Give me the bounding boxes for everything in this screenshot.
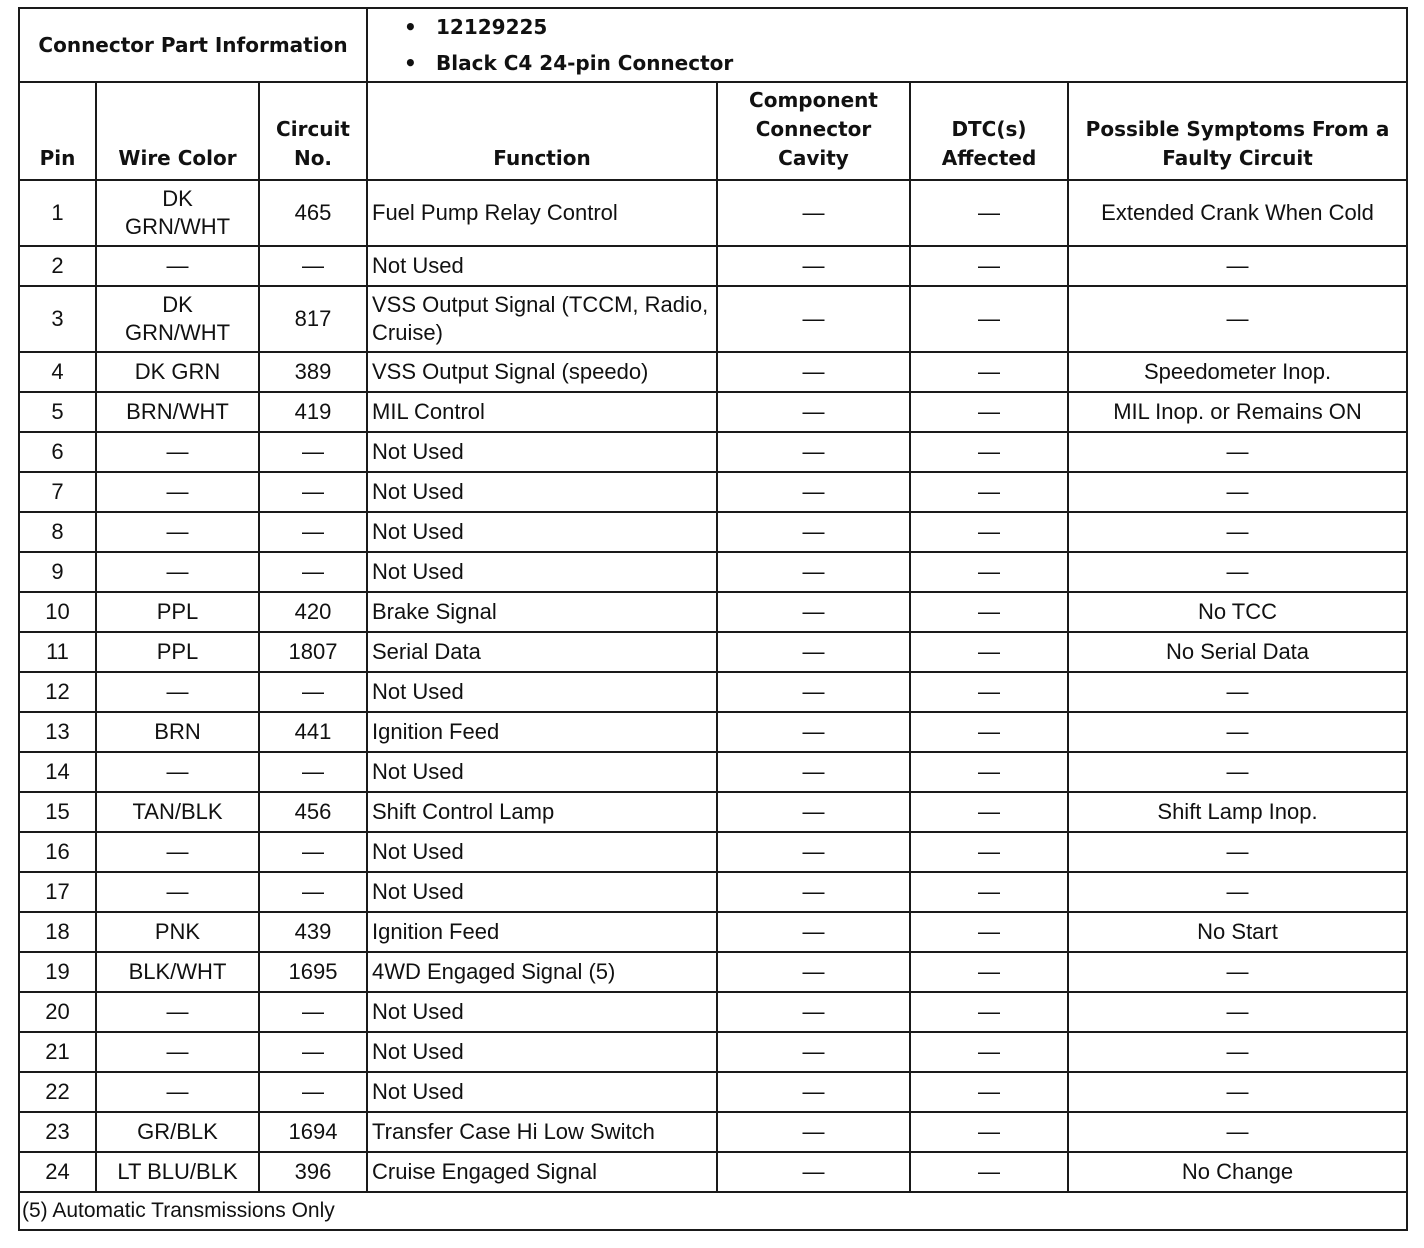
symptoms-cell: —: [1068, 712, 1407, 752]
circuit-cell: —: [259, 472, 367, 512]
col-header-circuit-no: [259, 82, 367, 180]
function-cell: Ignition Feed: [367, 912, 717, 952]
table-row: [19, 286, 1407, 352]
pin-cell: 24: [19, 1152, 96, 1192]
dtc-cell: —: [910, 632, 1068, 672]
pin-cell: 5: [19, 392, 96, 432]
wire-color-cell: GR/BLK: [96, 1112, 259, 1152]
wire-color-cell: —: [96, 1072, 259, 1112]
function-cell: Not Used: [367, 472, 717, 512]
cavity-cell: —: [717, 246, 910, 286]
symptoms-cell: No TCC: [1068, 592, 1407, 632]
circuit-cell: —: [259, 992, 367, 1032]
cavity-cell: —: [717, 872, 910, 912]
wire-color-cell: —: [96, 472, 259, 512]
symptoms-cell: —: [1068, 1032, 1407, 1072]
dtc-cell: —: [910, 912, 1068, 952]
connector-info-label: Connector Part Information: [19, 8, 367, 82]
table-row: [19, 1112, 1407, 1152]
circuit-cell: —: [259, 512, 367, 552]
table-row: [19, 672, 1407, 712]
circuit-cell: —: [259, 1032, 367, 1072]
dtc-cell: —: [910, 1072, 1068, 1112]
dtc-cell: —: [910, 180, 1068, 246]
wire-color-cell: —: [96, 992, 259, 1032]
dtc-cell: —: [910, 432, 1068, 472]
table-row: [19, 432, 1407, 472]
table-row: [19, 472, 1407, 512]
pin-cell: 17: [19, 872, 96, 912]
dtc-cell: —: [910, 246, 1068, 286]
dtc-cell: —: [910, 1032, 1068, 1072]
symptoms-cell: —: [1068, 552, 1407, 592]
symptoms-cell: —: [1068, 752, 1407, 792]
col-header-circuit-line: No.: [293, 146, 333, 170]
dtc-cell: —: [910, 712, 1068, 752]
circuit-cell: 441: [259, 712, 367, 752]
function-cell: Not Used: [367, 246, 717, 286]
dtc-cell: —: [910, 752, 1068, 792]
symptoms-cell: —: [1068, 1072, 1407, 1112]
symptoms-cell: No Start: [1068, 912, 1407, 952]
symptoms-cell: —: [1068, 992, 1407, 1032]
function-cell: Transfer Case Hi Low Switch: [367, 1112, 717, 1152]
table-row: [19, 246, 1407, 286]
function-cell: Not Used: [367, 1032, 717, 1072]
connector-description: • Black C4 24-pin Connector: [408, 45, 1402, 81]
pin-cell: 21: [19, 1032, 96, 1072]
function-cell: Not Used: [367, 992, 717, 1032]
cavity-cell: —: [717, 912, 910, 952]
dtc-cell: —: [910, 992, 1068, 1032]
col-header-cavity-line: Component: [749, 88, 878, 112]
circuit-cell: 1694: [259, 1112, 367, 1152]
table-row: [19, 872, 1407, 912]
footnote: (5) Automatic Transmissions Only: [19, 1192, 1407, 1230]
wire-color-cell: PPL: [96, 632, 259, 672]
function-cell: Fuel Pump Relay Control: [367, 180, 717, 246]
table-row: [19, 712, 1407, 752]
dtc-cell: —: [910, 872, 1068, 912]
wire-color-cell: —: [96, 552, 259, 592]
table-row: [19, 592, 1407, 632]
wire-color-cell: PNK: [96, 912, 259, 952]
dtc-cell: —: [910, 952, 1068, 992]
wire-color-cell: —: [96, 246, 259, 286]
dtc-cell: —: [910, 352, 1068, 392]
wire-color-cell: TAN/BLK: [96, 792, 259, 832]
circuit-cell: 465: [259, 180, 367, 246]
circuit-cell: 396: [259, 1152, 367, 1192]
dtc-cell: —: [910, 792, 1068, 832]
circuit-cell: 420: [259, 592, 367, 632]
wire-color-cell: LT BLU/BLK: [96, 1152, 259, 1192]
function-cell: Not Used: [367, 752, 717, 792]
function-cell: MIL Control: [367, 392, 717, 432]
symptoms-cell: —: [1068, 952, 1407, 992]
cavity-cell: —: [717, 286, 910, 352]
pin-cell: 12: [19, 672, 96, 712]
circuit-cell: 389: [259, 352, 367, 392]
table-row: [19, 1032, 1407, 1072]
symptoms-cell: —: [1068, 1112, 1407, 1152]
cavity-cell: —: [717, 992, 910, 1032]
table-row: [19, 512, 1407, 552]
table-row: [19, 180, 1407, 246]
pin-cell: 2: [19, 246, 96, 286]
pin-cell: 18: [19, 912, 96, 952]
footnote-row: [19, 1192, 1407, 1230]
table-row: [19, 1072, 1407, 1112]
dtc-cell: —: [910, 1112, 1068, 1152]
table-row: [19, 552, 1407, 592]
table-row: [19, 792, 1407, 832]
pin-cell: 8: [19, 512, 96, 552]
circuit-cell: —: [259, 752, 367, 792]
table-row: [19, 392, 1407, 432]
circuit-cell: 456: [259, 792, 367, 832]
col-header-pin: Pin: [19, 82, 96, 180]
cavity-cell: —: [717, 552, 910, 592]
col-header-symptoms: [1068, 82, 1407, 180]
col-header-dtc: [910, 82, 1068, 180]
cavity-cell: —: [717, 712, 910, 752]
wire-color-cell: PPL: [96, 592, 259, 632]
table-row: [19, 952, 1407, 992]
function-cell: VSS Output Signal (speedo): [367, 352, 717, 392]
function-cell: Not Used: [367, 872, 717, 912]
pin-cell: 11: [19, 632, 96, 672]
symptoms-cell: No Serial Data: [1068, 632, 1407, 672]
symptoms-cell: —: [1068, 246, 1407, 286]
wire-color-cell: —: [96, 832, 259, 872]
dtc-cell: —: [910, 512, 1068, 552]
dtc-cell: —: [910, 392, 1068, 432]
dtc-cell: —: [910, 286, 1068, 352]
connector-table-sheet: [18, 7, 1406, 1238]
col-header-dtc-line: DTC(s): [951, 117, 1027, 141]
col-header-circuit-line: Circuit: [276, 117, 350, 141]
cavity-cell: —: [717, 392, 910, 432]
cavity-cell: —: [717, 752, 910, 792]
circuit-cell: —: [259, 672, 367, 712]
cavity-cell: —: [717, 632, 910, 672]
wire-color-cell: —: [96, 1032, 259, 1072]
wire-color-cell: —: [96, 432, 259, 472]
col-header-cavity-line: Cavity: [778, 146, 849, 170]
cavity-cell: —: [717, 672, 910, 712]
table-row: [19, 912, 1407, 952]
table-row: [19, 352, 1407, 392]
symptoms-cell: Speedometer Inop.: [1068, 352, 1407, 392]
circuit-cell: —: [259, 1072, 367, 1112]
circuit-cell: —: [259, 832, 367, 872]
cavity-cell: —: [717, 1152, 910, 1192]
function-cell: Not Used: [367, 832, 717, 872]
cavity-cell: —: [717, 1112, 910, 1152]
symptoms-cell: —: [1068, 472, 1407, 512]
table-row: [19, 832, 1407, 872]
col-header-symptoms-line: Possible Symptoms From a: [1085, 117, 1390, 141]
symptoms-cell: —: [1068, 872, 1407, 912]
dtc-cell: —: [910, 472, 1068, 512]
circuit-cell: 817: [259, 286, 367, 352]
symptoms-cell: MIL Inop. or Remains ON: [1068, 392, 1407, 432]
dtc-cell: —: [910, 552, 1068, 592]
function-cell: Brake Signal: [367, 592, 717, 632]
cavity-cell: —: [717, 1072, 910, 1112]
wire-color-cell: BRN: [96, 712, 259, 752]
function-cell: 4WD Engaged Signal (5): [367, 952, 717, 992]
pin-cell: 13: [19, 712, 96, 752]
wire-color-cell: DK GRN: [96, 352, 259, 392]
wire-color-cell: BRN/WHT: [96, 392, 259, 432]
col-header-wire-color: Wire Color: [96, 82, 259, 180]
symptoms-cell: Shift Lamp Inop.: [1068, 792, 1407, 832]
function-cell: Not Used: [367, 672, 717, 712]
function-cell: Not Used: [367, 512, 717, 552]
symptoms-cell: No Change: [1068, 1152, 1407, 1192]
connector-info-values: [367, 8, 1407, 82]
cavity-cell: —: [717, 432, 910, 472]
circuit-cell: —: [259, 246, 367, 286]
pin-cell: 14: [19, 752, 96, 792]
pin-cell: 20: [19, 992, 96, 1032]
col-header-cavity-line: Connector: [755, 117, 872, 141]
circuit-cell: 1807: [259, 632, 367, 672]
cavity-cell: —: [717, 792, 910, 832]
pin-cell: 15: [19, 792, 96, 832]
pin-cell: 6: [19, 432, 96, 472]
symptoms-cell: —: [1068, 832, 1407, 872]
col-header-function: Function: [367, 82, 717, 180]
pin-cell: 7: [19, 472, 96, 512]
table-row: [19, 752, 1407, 792]
table-row: [19, 1152, 1407, 1192]
symptoms-cell: Extended Crank When Cold: [1068, 180, 1407, 246]
wire-color-cell: DK GRN/WHT: [96, 180, 259, 246]
symptoms-cell: —: [1068, 286, 1407, 352]
dtc-cell: —: [910, 592, 1068, 632]
connector-info-row: [19, 8, 1407, 82]
circuit-cell: —: [259, 552, 367, 592]
cavity-cell: —: [717, 592, 910, 632]
cavity-cell: —: [717, 472, 910, 512]
cavity-cell: —: [717, 512, 910, 552]
col-header-symptoms-line: Faulty Circuit: [1162, 146, 1313, 170]
cavity-cell: —: [717, 180, 910, 246]
pin-cell: 23: [19, 1112, 96, 1152]
circuit-cell: —: [259, 872, 367, 912]
pin-rows: [19, 180, 1407, 1192]
pin-cell: 1: [19, 180, 96, 246]
dtc-cell: —: [910, 1152, 1068, 1192]
circuit-cell: 439: [259, 912, 367, 952]
col-header-cavity: [717, 82, 910, 180]
pin-cell: 19: [19, 952, 96, 992]
cavity-cell: —: [717, 352, 910, 392]
cavity-cell: —: [717, 1032, 910, 1072]
function-cell: Not Used: [367, 432, 717, 472]
dtc-cell: —: [910, 832, 1068, 872]
function-cell: Not Used: [367, 552, 717, 592]
symptoms-cell: —: [1068, 672, 1407, 712]
wire-color-cell: DK GRN/WHT: [96, 286, 259, 352]
column-header-row: [19, 82, 1407, 180]
dtc-cell: —: [910, 672, 1068, 712]
function-cell: VSS Output Signal (TCCM, Radio, Cruise): [367, 286, 717, 352]
connector-pinout-table: [18, 7, 1408, 1231]
pin-cell: 10: [19, 592, 96, 632]
connector-part-number: • 12129225: [408, 9, 1402, 45]
wire-color-cell: —: [96, 512, 259, 552]
table-row: [19, 992, 1407, 1032]
wire-color-cell: —: [96, 672, 259, 712]
function-cell: Cruise Engaged Signal: [367, 1152, 717, 1192]
circuit-cell: 1695: [259, 952, 367, 992]
wire-color-cell: BLK/WHT: [96, 952, 259, 992]
pin-cell: 16: [19, 832, 96, 872]
table-row: [19, 632, 1407, 672]
cavity-cell: —: [717, 832, 910, 872]
cavity-cell: —: [717, 952, 910, 992]
function-cell: Not Used: [367, 1072, 717, 1112]
pin-cell: 3: [19, 286, 96, 352]
wire-color-cell: —: [96, 752, 259, 792]
col-header-dtc-line: Affected: [941, 146, 1037, 170]
symptoms-cell: —: [1068, 512, 1407, 552]
pin-cell: 22: [19, 1072, 96, 1112]
function-cell: Shift Control Lamp: [367, 792, 717, 832]
circuit-cell: 419: [259, 392, 367, 432]
function-cell: Ignition Feed: [367, 712, 717, 752]
pin-cell: 4: [19, 352, 96, 392]
function-cell: Serial Data: [367, 632, 717, 672]
pin-cell: 9: [19, 552, 96, 592]
circuit-cell: —: [259, 432, 367, 472]
symptoms-cell: —: [1068, 432, 1407, 472]
wire-color-cell: —: [96, 872, 259, 912]
